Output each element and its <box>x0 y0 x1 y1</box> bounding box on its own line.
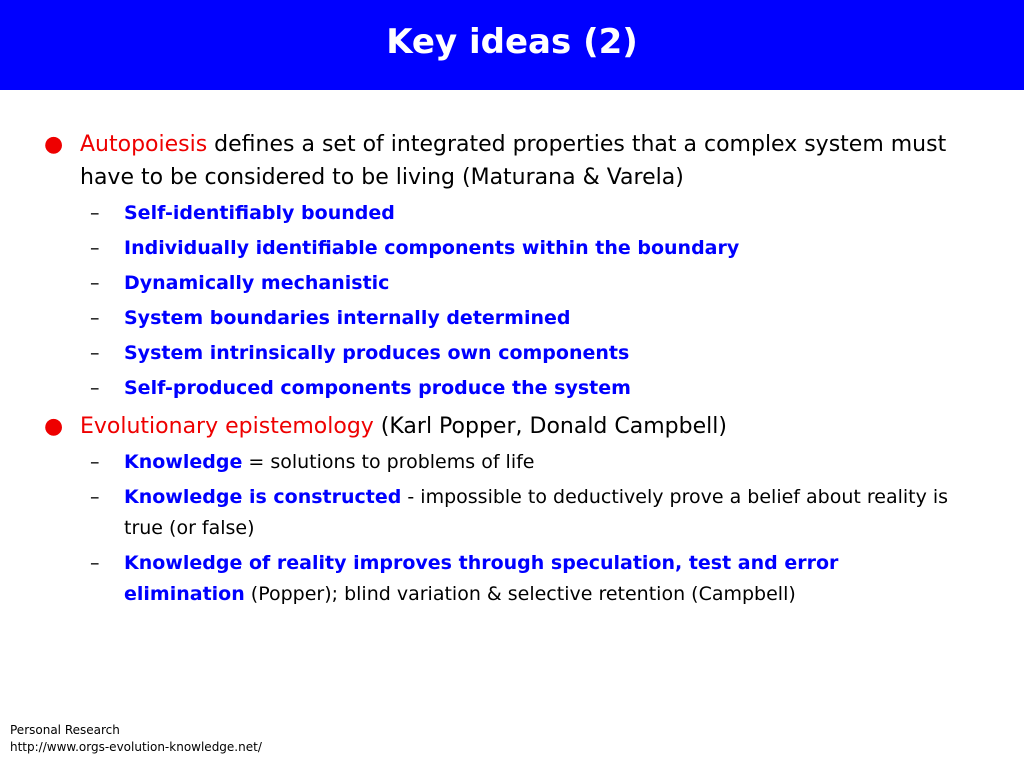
sub-item-text: Self-produced components produce the system <box>124 377 631 399</box>
slide-content <box>0 128 1024 616</box>
footer <box>10 722 262 756</box>
footer-url: http://www.orgs-evolution-knowledge.net/ <box>10 740 262 754</box>
bullet-evolutionary-epistemology <box>0 410 1024 443</box>
sub-item-term: Knowledge is constructed <box>124 486 402 508</box>
sub-item-term: Knowledge of reality improves through speculation, test and error elimination <box>124 552 839 605</box>
bullet-dot-icon: ● <box>44 414 64 439</box>
bullet-autopoiesis <box>0 128 1024 194</box>
sub-item-text: - impossible to deductively prove a belief about reality is true (or false) <box>124 486 949 539</box>
epistemology-sub-list <box>0 447 1024 610</box>
bullet-text: defines a set of integrated properties that a complex system must have to be considered to be living (Maturana & Varela) <box>80 132 947 190</box>
sub-item <box>0 482 1024 544</box>
dash-icon: – <box>90 552 100 574</box>
sub-item <box>0 233 1024 264</box>
sub-item-text: = solutions to problems of life <box>242 451 535 473</box>
dash-icon: – <box>90 307 100 329</box>
sub-item-text: Self-identifiably bounded <box>124 202 395 224</box>
dash-icon: – <box>90 237 100 259</box>
autopoiesis-sub-list <box>0 198 1024 404</box>
sub-item-text: System intrinsically produces own components <box>124 342 630 364</box>
dash-icon: – <box>90 377 100 399</box>
sub-item-text: Dynamically mechanistic <box>124 272 390 294</box>
sub-item-term: Knowledge <box>124 451 243 473</box>
dash-icon: – <box>90 451 100 473</box>
dash-icon: – <box>90 202 100 224</box>
footer-line-1: Personal Research <box>10 723 120 737</box>
sub-item <box>0 303 1024 334</box>
sub-item <box>0 268 1024 299</box>
sub-item-text: Individually identifiable components within the boundary <box>124 237 740 259</box>
bullet-term: Evolutionary epistemology <box>80 414 374 439</box>
sub-item <box>0 198 1024 229</box>
sub-item <box>0 373 1024 404</box>
dash-icon: – <box>90 272 100 294</box>
sub-item <box>0 548 1024 610</box>
sub-item <box>0 447 1024 478</box>
bullet-dot-icon: ● <box>44 132 64 157</box>
sub-item-text: System boundaries internally determined <box>124 307 571 329</box>
sub-item <box>0 338 1024 369</box>
dash-icon: – <box>90 342 100 364</box>
sub-item-text: (Popper); blind variation & selective retention (Campbell) <box>244 583 796 605</box>
dash-icon: – <box>90 486 100 508</box>
title-bar <box>0 0 1024 90</box>
bullet-term: Autopoiesis <box>80 132 208 157</box>
bullet-text: (Karl Popper, Donald Campbell) <box>373 414 727 439</box>
slide-title: Key ideas (2) <box>386 22 638 62</box>
